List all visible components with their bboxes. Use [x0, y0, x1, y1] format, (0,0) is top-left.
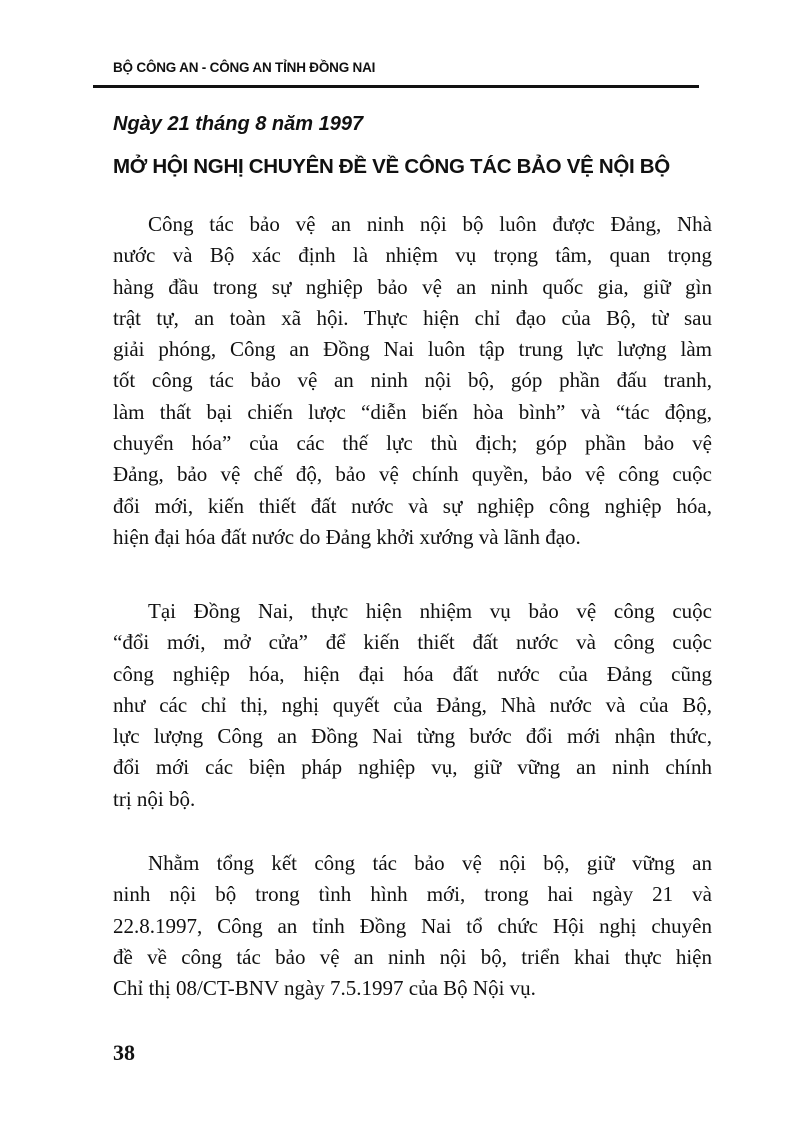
text-line: hiện đại hóa đất nước do Đảng khởi xướng và lãnh đạo.: [113, 524, 581, 549]
text-line: giải phóng, Công an Đồng Nai luôn tập trung lực lượng làm: [113, 337, 712, 362]
paragraph-3: [113, 848, 712, 1004]
text-line: “đổi mới, mở cửa” để kiến thiết đất nước và công cuộc: [113, 630, 712, 655]
text-line: hàng đầu trong sự nghiệp bảo vệ an ninh quốc gia, giữ gìn: [113, 274, 712, 299]
text-line: trị nội bộ.: [113, 786, 196, 811]
paragraph-2: [113, 596, 712, 815]
text-line: như các chỉ thị, nghị quyết của Đảng, Nhà nước và của Bộ,: [113, 692, 712, 717]
text-line: lực lượng Công an Đồng Nai từng bước đổi mới nhận thức,: [113, 724, 712, 749]
text-line: làm thất bại chiến lược “diễn biến hòa bình” và “tác động,: [113, 399, 712, 424]
text-line: Đảng, bảo vệ chế độ, bảo vệ chính quyền, bảo vệ công cuộc: [113, 462, 712, 487]
paragraph-1: [113, 209, 712, 553]
text-line: 22.8.1997, Công an tỉnh Đồng Nai tổ chức Hội nghị chuyên: [113, 913, 712, 938]
text-line: tốt công tác bảo vệ an ninh nội bộ, góp phần đấu tranh,: [113, 368, 712, 393]
text-line: Tại Đồng Nai, thực hiện nhiệm vụ bảo vệ công cuộc: [148, 599, 712, 623]
text-line: đề về công tác bảo vệ an ninh nội bộ, triển khai thực hiện: [113, 944, 712, 969]
running-header: BỘ CÔNG AN - CÔNG AN TỈNH ĐỒNG NAI: [113, 60, 376, 75]
text-line: chuyển hóa” của các thế lực thù địch; góp phần bảo vệ: [113, 431, 712, 456]
text-line: Nhằm tổng kết công tác bảo vệ nội bộ, giữ vững an: [148, 851, 712, 875]
text-line: ninh nội bộ trong tình hình mới, trong hai ngày 21 và: [113, 882, 712, 907]
page-number: 38: [113, 1040, 135, 1065]
entry-date: Ngày 21 tháng 8 năm 1997: [113, 113, 364, 135]
text-line: đổi mới các biện pháp nghiệp vụ, giữ vững an ninh chính: [113, 755, 712, 780]
text-line: nước và Bộ xác định là nhiệm vụ trọng tâm, quan trọng: [113, 243, 712, 268]
text-line: Chỉ thị 08/CT-BNV ngày 7.5.1997 của Bộ Nội vụ.: [113, 976, 536, 1001]
text-line: đổi mới, kiến thiết đất nước và sự nghiệp công nghiệp hóa,: [113, 493, 712, 518]
text-line: công nghiệp hóa, hiện đại hóa đất nước của Đảng cũng: [113, 661, 712, 686]
header-divider: [93, 85, 699, 88]
text-line: trật tự, an toàn xã hội. Thực hiện chỉ đạo của Bộ, từ sau: [113, 305, 712, 330]
text-line: Công tác bảo vệ an ninh nội bộ luôn được Đảng, Nhà: [148, 212, 712, 236]
article-title: MỞ HỘI NGHỊ CHUYÊN ĐỀ VỀ CÔNG TÁC BẢO VỆ NỘI BỘ: [113, 155, 670, 178]
